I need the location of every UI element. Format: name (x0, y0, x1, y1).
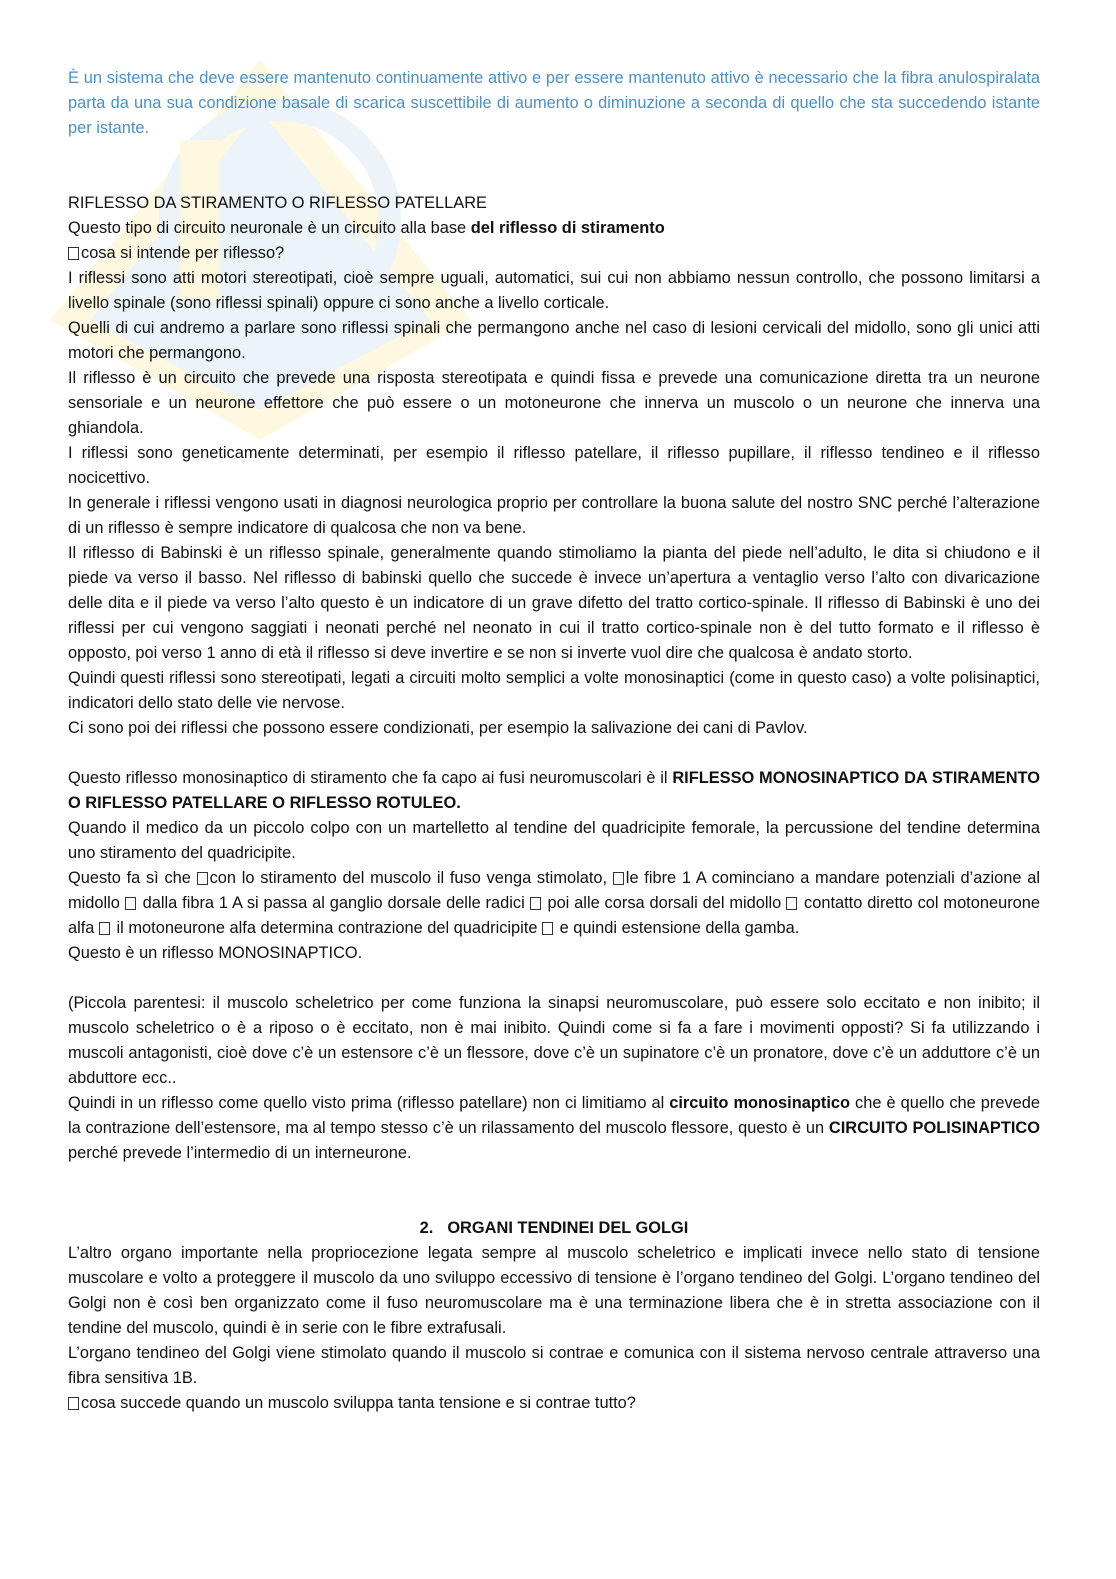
section-title-riflesso-stiramento: RIFLESSO DA STIRAMENTO O RIFLESSO PATELLARE (68, 194, 487, 212)
missing-glyph-arrow-icon (197, 872, 208, 885)
bold-term: RIFLESSO MONOSINAPTICO DA STIRAMENTO O RIFLESSO PATELLARE O RIFLESSO ROTULEO. (68, 769, 1040, 812)
missing-glyph-arrow-icon (786, 897, 797, 910)
section-number: 2. (419, 1219, 434, 1237)
intro-paragraph: È un sistema che deve essere mantenuto continuamente attivo e per essere mantenuto attivo è necessario che la fibra anulospiralata parta da una sua condizione basale di scarica suscettibile di aumento o diminuzione a seconda di quello che sta succedendo istante per istante. (68, 69, 1040, 137)
paragraph-text: perché prevede l’intermedio di un interneurone. (68, 1144, 412, 1162)
paragraph: Il riflesso è un circuito che prevede una risposta stereotipata e quindi fissa e prevede una comunicazione diretta tra un neurone sensoriale e un neurone effettore che può essere o un motoneurone che innerva un muscolo o un neurone che innerva una ghiandola. (68, 369, 1040, 437)
paragraph-text: che è quello che prevede la contrazione dell’estensore, ma al tempo stesso c’è un rilassamento del muscolo flessore, questo è un (68, 1094, 1041, 1137)
missing-glyph-arrow-icon (68, 247, 79, 260)
paragraph: Quindi questi riflessi sono stereotipati, legati a circuiti molto semplici a volte monosinaptici (come in questo caso) a volte polisinaptici, indicatori dello stato delle vie nervose. (68, 669, 1040, 712)
missing-glyph-arrow-icon (99, 922, 110, 935)
paragraph: Il riflesso di Babinski è un riflesso spinale, generalmente quando stimoliamo la pianta del piede nell’adulto, le dita si chiudono e il piede va verso il basso. Nel riflesso di babinski quello che succede è invece un’apertura a ventaglio verso l’alto con divaricazione delle dita e il piede va verso l’alto questo è un indicatore di un grave difetto del tratto cortico-spinale. Il riflesso di Babinski è uno dei riflessi per cui vengono saggiati i neonati perché nel neonato in cui il tratto cortico-spinale non è del tutto formato e il riflesso è opposto, poi verso 1 anno di età il riflesso si deve invertire e se non si inverte vuol dire che qualcosa è andato storto. (68, 544, 1040, 662)
paragraph-text: le fibre 1 A cominciano a mandare potenziali d’azione al midollo (68, 869, 1040, 912)
paragraph: L’organo tendineo del Golgi viene stimolato quando il muscolo si contrae e comunica con il sistema nervoso centrale attraverso una fibra sensitiva 1B. (68, 1344, 1040, 1387)
paragraph (68, 216, 1040, 241)
paragraph: Quelli di cui andremo a parlare sono riflessi spinali che permangono anche nel caso di lesioni cervicali del midollo, sono gli unici atti motori che permangono. (68, 319, 1040, 362)
paragraph: Quando il medico da un piccolo colpo con un martelletto al tendine del quadricipite femorale, la percussione del tendine determina uno stiramento del quadricipite. (68, 819, 1040, 862)
paragraph-text: il motoneurone alfa determina contrazione del quadricipite (111, 919, 543, 937)
paragraph (68, 766, 1040, 816)
paragraph (68, 1091, 1040, 1166)
paragraph: L’altro organo importante nella propriocezione legata sempre al muscolo scheletrico e implicati invece nello stato di tensione muscolare e volto a proteggere il muscolo da uno sviluppo eccessivo di tensione è l’organo tendineo del Golgi. L’organo tendineo del Golgi non è così ben organizzato come il fuso neuromuscolare ma è una terminazione libera che è in stretta associazione con il tendine del muscolo, quindi è in serie con le fibre extrafusali. (68, 1244, 1040, 1337)
paragraph: Questo è un riflesso MONOSINAPTICO. (68, 944, 363, 962)
paragraph-text: Questo tipo di circuito neuronale è un circuito alla base (68, 219, 471, 237)
paragraph: (Piccola parentesi: il muscolo scheletrico per come funziona la sinapsi neuromuscolare, può essere solo eccitato e non inibito; il muscolo scheletrico o è a riposo o è eccitato, non è mai inibito. Quindi come si fa a fare i movimenti opposti? Si fa utilizzando i muscoli antagonisti, cioè dove c’è un estensore c’è un flessore, dove c’è un supinatore c’è un pronatore, dove c’è un adduttore c’è un abduttore ecc.. (68, 994, 1040, 1087)
paragraph-text: e quindi estensione della gamba. (555, 919, 800, 937)
document-content (68, 66, 1040, 1416)
bold-term: circuito monosinaptico (669, 1094, 851, 1112)
bold-term: del riflesso di stiramento (470, 219, 665, 237)
paragraph-text: contatto diretto col motoneurone alfa (68, 894, 1041, 937)
paragraph-text: poi alle corsa dorsali del midollo (542, 894, 787, 912)
section-heading-organi-tendinei (68, 1216, 1040, 1241)
missing-glyph-arrow-icon (530, 897, 541, 910)
paragraph-text: Questo riflesso monosinaptico di stiramento che fa capo ai fusi neuromuscolari è il (68, 769, 673, 787)
question-line (68, 1391, 1040, 1416)
question-line (68, 241, 1040, 266)
paragraph: Ci sono poi dei riflessi che possono essere condizionati, per esempio la salivazione dei cani di Pavlov. (68, 719, 808, 737)
question-text: cosa succede quando un muscolo sviluppa tanta tensione e si contrae tutto? (81, 1394, 636, 1412)
paragraph: I riflessi sono geneticamente determinati, per esempio il riflesso patellare, il riflesso pupillare, il riflesso tendineo e il riflesso nocicettivo. (68, 444, 1040, 487)
paragraph: I riflessi sono atti motori stereotipati, cioè sempre uguali, automatici, sui cui non abbiamo nessun controllo, che possono limitarsi a livello spinale (sono riflessi spinali) oppure ci sono anche a livello corticale. (68, 269, 1040, 312)
paragraph (68, 866, 1040, 941)
paragraph-text: Questo fa sì che (68, 869, 197, 887)
missing-glyph-arrow-icon (68, 1397, 79, 1410)
section-heading-text: ORGANI TENDINEI DEL GOLGI (447, 1219, 689, 1237)
missing-glyph-arrow-icon (613, 872, 624, 885)
missing-glyph-arrow-icon (542, 922, 553, 935)
paragraph-text: con lo stiramento del muscolo il fuso venga stimolato, (209, 869, 613, 887)
missing-glyph-arrow-icon (125, 897, 136, 910)
bold-term: CIRCUITO POLISINAPTICO (828, 1119, 1041, 1137)
paragraph-text: dalla fibra 1 A si passa al ganglio dorsale delle radici (137, 894, 530, 912)
question-text: cosa si intende per riflesso? (81, 244, 285, 262)
paragraph-text: Quindi in un riflesso come quello visto prima (riflesso patellare) non ci limitiamo al (68, 1094, 670, 1112)
paragraph: In generale i riflessi vengono usati in diagnosi neurologica proprio per controllare la buona salute del nostro SNC perché l’alterazione di un riflesso è sempre indicatore di qualcosa che non va bene. (68, 494, 1040, 537)
